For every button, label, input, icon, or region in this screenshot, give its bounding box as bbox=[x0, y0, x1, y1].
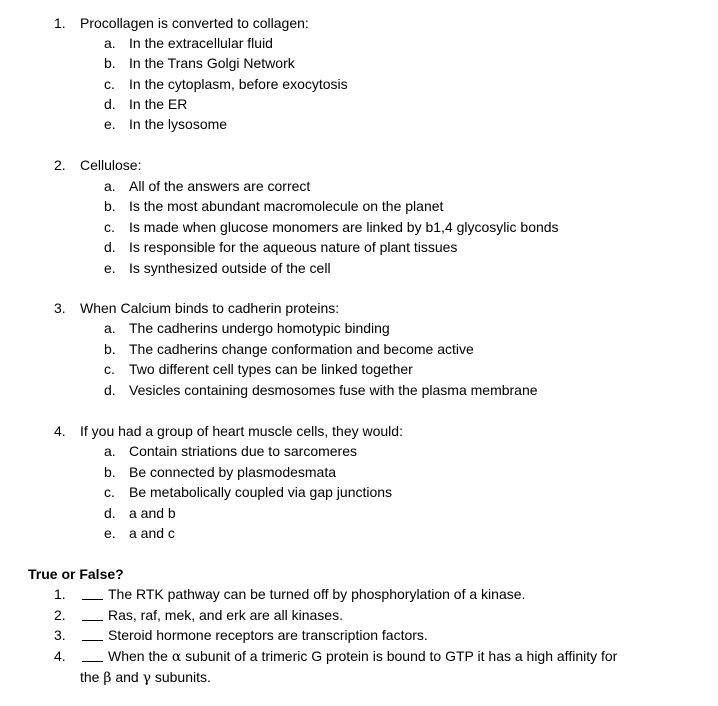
beta-symbol: β bbox=[103, 670, 112, 686]
q3-option-a-text: The cadherins undergo homotypic binding bbox=[129, 320, 390, 336]
true-false-heading: True or False? bbox=[28, 566, 124, 582]
q4-option-b-letter: b. bbox=[104, 464, 116, 480]
tf-1-text: The RTK pathway can be turned off by phosphorylation of a kinase. bbox=[108, 586, 526, 602]
question-3-number: 3. bbox=[54, 300, 66, 316]
q3-option-c-text: Two different cell types can be linked together bbox=[129, 361, 413, 377]
tf-4-number: 4. bbox=[54, 648, 66, 664]
q2-option-e-letter: e. bbox=[104, 260, 116, 276]
q4-option-b-text: Be connected by plasmodesmata bbox=[129, 464, 337, 480]
tf-3-text: Steroid hormone receptors are transcription factors. bbox=[108, 627, 428, 643]
q4-option-a-letter: a. bbox=[104, 443, 116, 459]
q1-option-a-letter: a. bbox=[104, 35, 116, 51]
tf-4-text bbox=[108, 646, 617, 666]
q1-option-e-text: In the lysosome bbox=[129, 116, 228, 132]
q3-option-b-text: The cadherins change conformation and become active bbox=[129, 341, 474, 357]
q1-option-d-letter: d. bbox=[104, 96, 116, 112]
tf-4-cont-mid: and bbox=[111, 669, 143, 685]
tf-1-answer-blank[interactable] bbox=[82, 599, 103, 600]
tf-3-number: 3. bbox=[54, 627, 66, 643]
q2-option-a-letter: a. bbox=[104, 178, 116, 194]
q4-option-e-letter: e. bbox=[104, 525, 116, 541]
tf-3-answer-blank[interactable] bbox=[82, 640, 103, 641]
q4-option-e-text: a and c bbox=[129, 525, 175, 541]
q2-option-b-text: Is the most abundant macromolecule on the planet bbox=[129, 198, 444, 214]
q1-option-b-letter: b. bbox=[104, 55, 116, 71]
tf-4-cont-prefix: the bbox=[80, 669, 104, 685]
q1-option-b-text: In the Trans Golgi Network bbox=[129, 55, 295, 71]
question-4-number: 4. bbox=[54, 423, 66, 439]
q4-option-a-text: Contain striations due to sarcomeres bbox=[129, 443, 357, 459]
tf-2-number: 2. bbox=[54, 607, 66, 623]
tf-4-text-continued bbox=[80, 667, 211, 687]
tf-4-text-before-alpha: When the bbox=[108, 648, 172, 664]
tf-4-answer-blank[interactable] bbox=[82, 661, 103, 662]
q3-option-d-text: Vesicles containing desmosomes fuse with the plasma membrane bbox=[129, 382, 538, 398]
q2-option-c-letter: c. bbox=[104, 219, 115, 235]
tf-2-text: Ras, raf, mek, and erk are all kinases. bbox=[108, 607, 343, 623]
q3-option-c-letter: c. bbox=[104, 361, 115, 377]
question-3-text: When Calcium binds to cadherin proteins: bbox=[80, 300, 340, 316]
q3-option-d-letter: d. bbox=[104, 382, 116, 398]
tf-4-cont-suffix: subunits. bbox=[150, 669, 211, 685]
q2-option-a-text: All of the answers are correct bbox=[129, 178, 311, 194]
tf-1-number: 1. bbox=[54, 586, 66, 602]
q4-option-c-letter: c. bbox=[104, 484, 115, 500]
question-4-text: If you had a group of heart muscle cells, they would: bbox=[80, 423, 403, 439]
gamma-symbol: γ bbox=[142, 670, 151, 686]
q2-option-c-text: Is made when glucose monomers are linked by b1,4 glycosylic bonds bbox=[129, 219, 559, 235]
tf-4-text-after-alpha: subunit of a trimeric G protein is bound to GTP it has a high affinity for bbox=[181, 648, 618, 664]
q4-option-d-letter: d. bbox=[104, 505, 116, 521]
q2-option-e-text: Is synthesized outside of the cell bbox=[129, 260, 331, 276]
q4-option-d-text: a and b bbox=[129, 505, 176, 521]
question-1-text: Procollagen is converted to collagen: bbox=[80, 15, 309, 31]
tf-2-answer-blank[interactable] bbox=[82, 620, 103, 621]
q1-option-c-letter: c. bbox=[104, 76, 115, 92]
q1-option-e-letter: e. bbox=[104, 116, 116, 132]
q1-option-c-text: In the cytoplasm, before exocytosis bbox=[129, 76, 348, 92]
q2-option-d-letter: d. bbox=[104, 239, 116, 255]
question-2-text: Cellulose: bbox=[80, 157, 142, 173]
q1-option-a-text: In the extracellular fluid bbox=[129, 35, 273, 51]
alpha-symbol: α bbox=[171, 649, 182, 665]
q3-option-b-letter: b. bbox=[104, 341, 116, 357]
q3-option-a-letter: a. bbox=[104, 320, 116, 336]
q4-option-c-text: Be metabolically coupled via gap junctions bbox=[129, 484, 393, 500]
q1-option-d-text: In the ER bbox=[129, 96, 188, 112]
question-2-number: 2. bbox=[54, 157, 66, 173]
q2-option-b-letter: b. bbox=[104, 198, 116, 214]
q2-option-d-text: Is responsible for the aqueous nature of plant tissues bbox=[129, 239, 458, 255]
question-1-number: 1. bbox=[54, 15, 66, 31]
